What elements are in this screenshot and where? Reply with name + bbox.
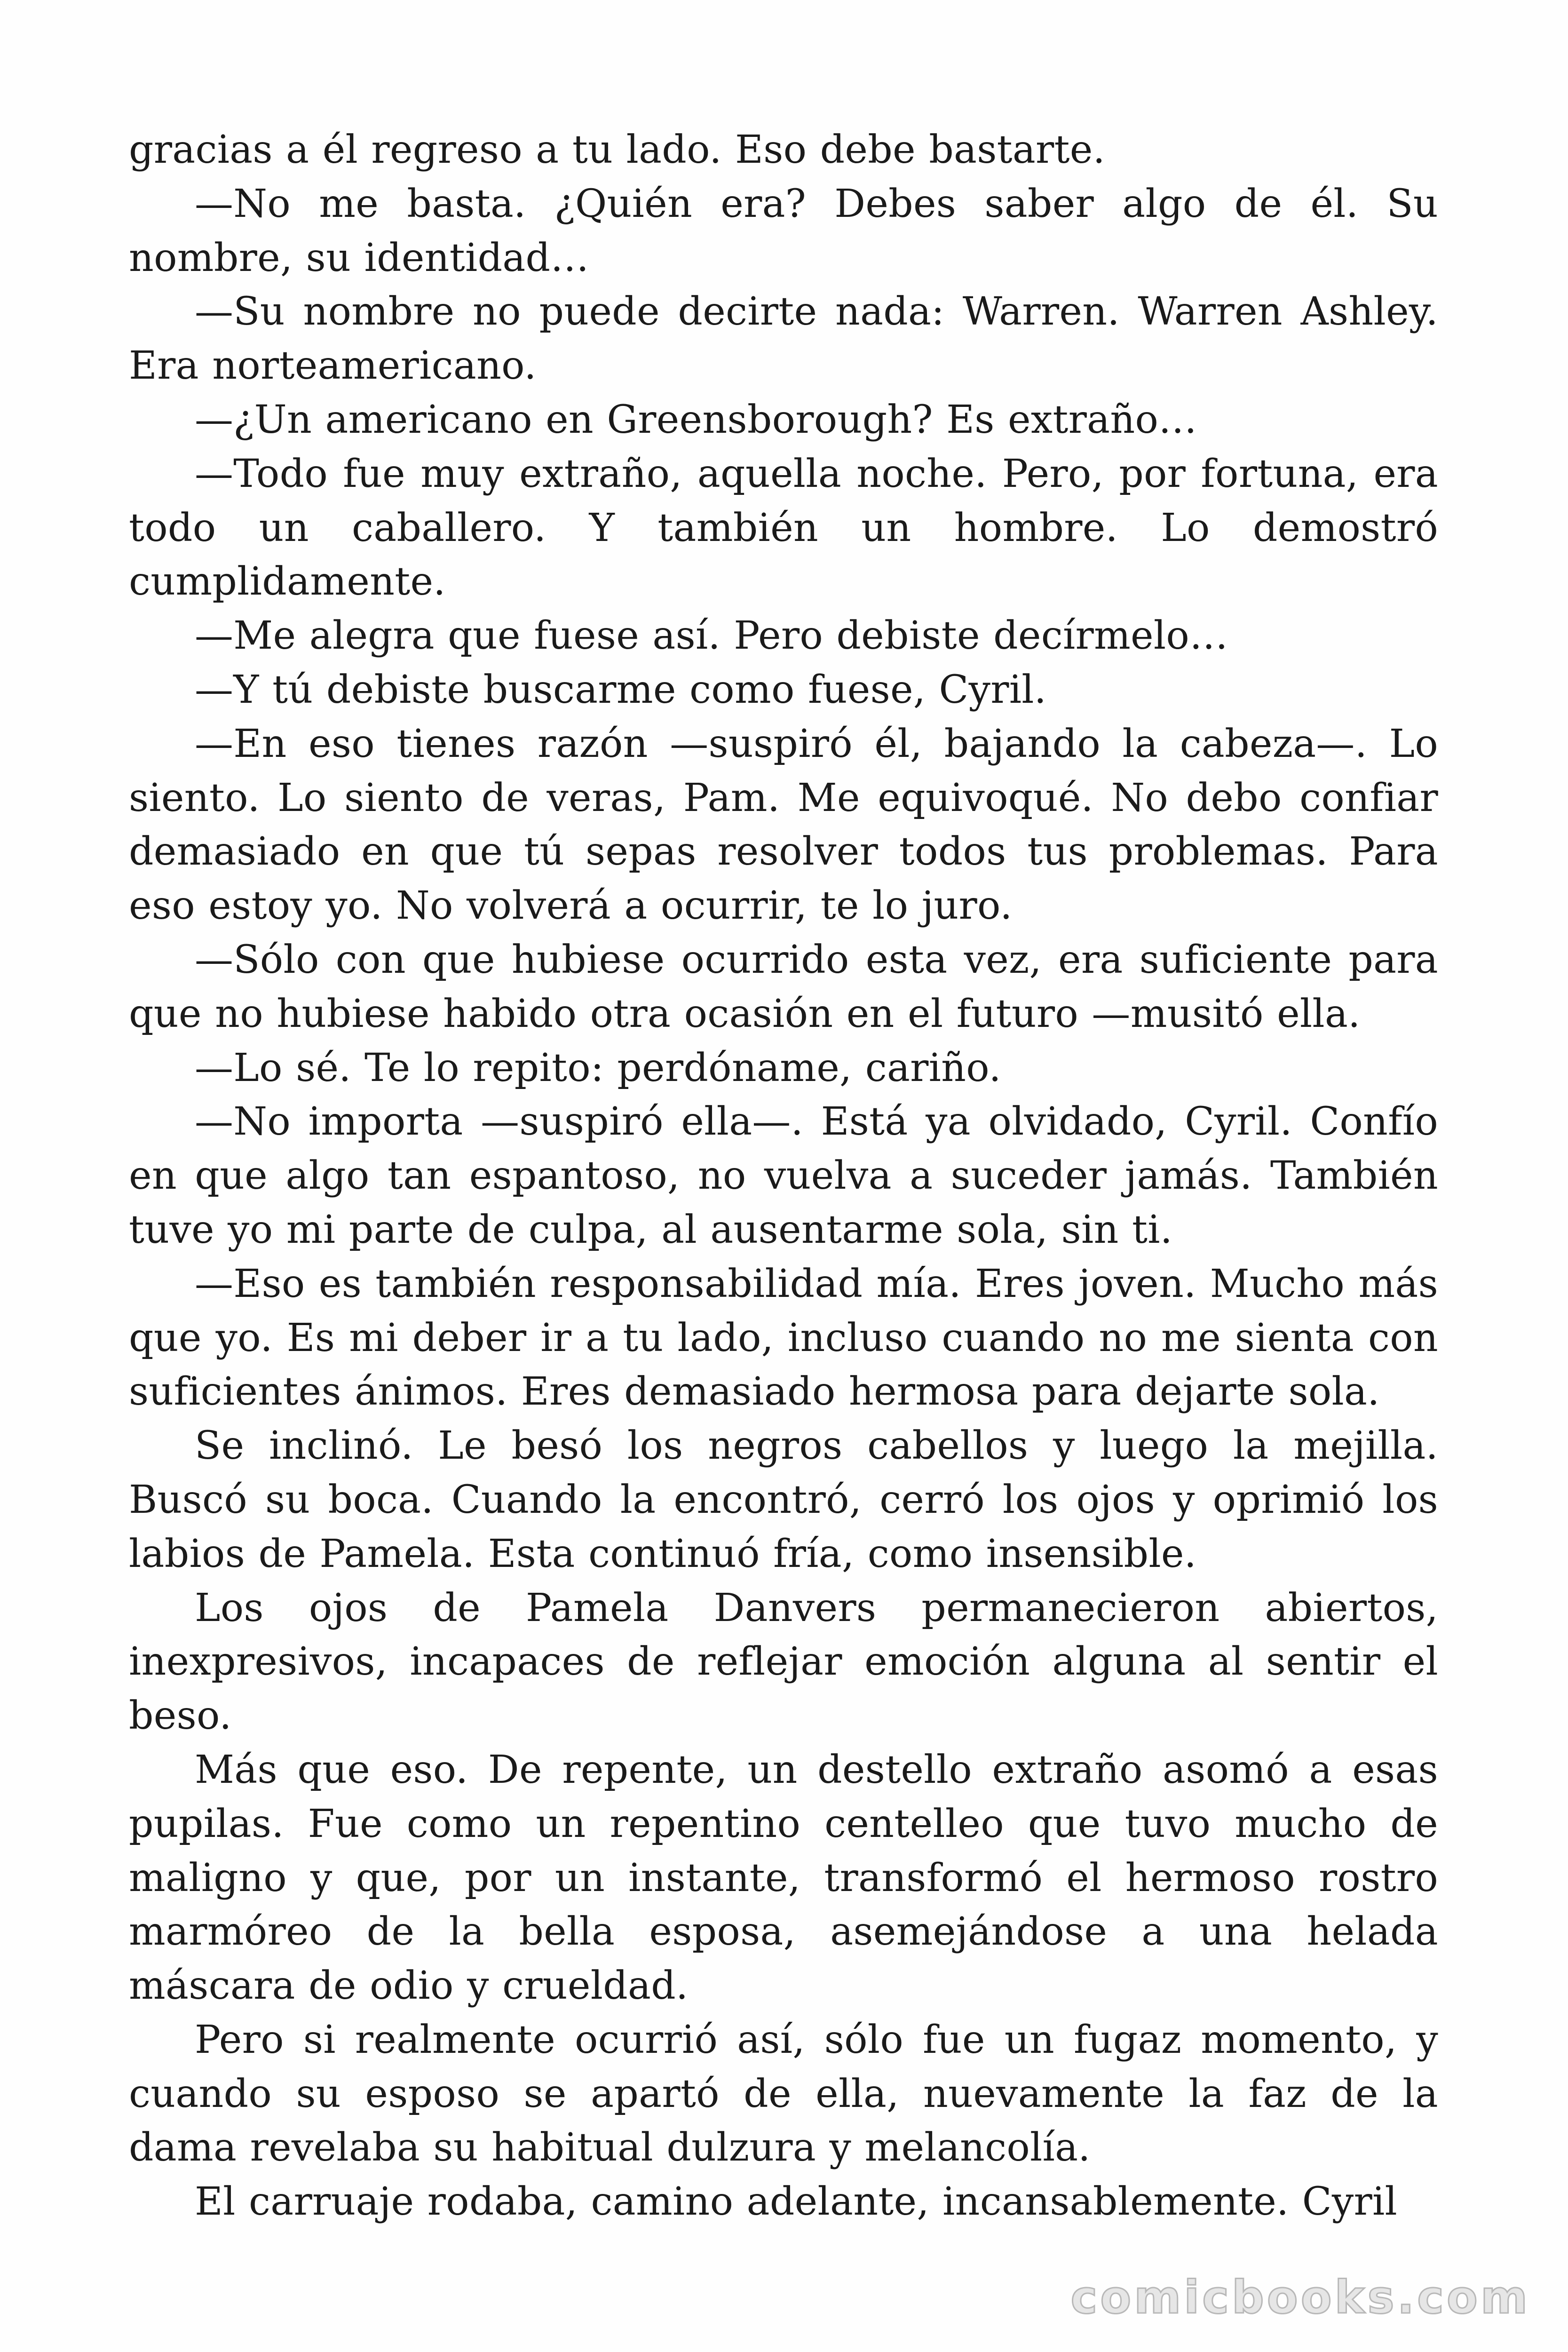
paragraph: —En eso tienes razón —suspiró él, bajando la cabeza—. Lo siento. Lo siento de veras, Pam. Me equivoqué. No debo confiar demasiado en que tú sepas resolver todos tus problemas. Para eso estoy yo. No volverá a ocurrir, te lo juro. <box>129 721 1438 929</box>
paragraph: Más que eso. De repente, un destello extraño asomó a esas pupilas. Fue como un repentino centelleo que tuvo mucho de maligno y que, por un instante, transformó el hermoso rostro marmóreo de la bella esposa, asemejándose a una helada máscara de odio y crueldad. <box>129 1747 1438 2009</box>
paragraph: —Lo sé. Te lo repito: perdóname, cariño. <box>195 1045 1001 1090</box>
paragraph: Los ojos de Pamela Danvers permanecieron abiertos, inexpresivos, incapaces de reflejar emoción alguna al sentir el beso. <box>129 1585 1438 1739</box>
paragraph: gracias a él regreso a tu lado. Eso debe bastarte. <box>129 127 1105 172</box>
paragraph: Pero si realmente ocurrió así, sólo fue un fugaz momento, y cuando su esposo se apartó de ella, nuevamente la faz de la dama revelaba su habitual dulzura y melancolía. <box>129 2017 1438 2170</box>
paragraph: —Todo fue muy extraño, aquella noche. Pero, por fortuna, era todo un caballero. Y también un hombre. Lo demostró cumplidamente. <box>129 451 1438 604</box>
body-text <box>129 123 1438 2229</box>
paragraph: El carruaje rodaba, camino adelante, incansablemente. Cyril <box>195 2179 1398 2225</box>
watermark: comicbooks.com <box>1070 2271 1530 2324</box>
paragraph: —Sólo con que hubiese ocurrido esta vez, era suficiente para que no hubiese habido otra ocasión en el futuro —musitó ella. <box>129 937 1438 1036</box>
paragraph: —Me alegra que fuese así. Pero debiste decírmelo… <box>195 613 1228 659</box>
paragraph: —Y tú debiste buscarme como fuese, Cyril. <box>195 667 1047 712</box>
paragraph: —Eso es también responsabilidad mía. Eres joven. Mucho más que yo. Es mi deber ir a tu lado, incluso cuando no me sienta con suficientes ánimos. Eres demasiado hermosa para dejarte sola. <box>129 1261 1438 1414</box>
paragraph: —No me basta. ¿Quién era? Debes saber algo de él. Su nombre, su identidad… <box>129 181 1438 280</box>
paragraph: Se inclinó. Le besó los negros cabellos y luego la mejilla. Buscó su boca. Cuando la encontró, cerró los ojos y oprimió los labios de Pamela. Esta continuó fría, como insensible. <box>129 1423 1438 1576</box>
paragraph: —Su nombre no puede decirte nada: Warren. Warren Ashley. Era norteamericano. <box>129 289 1438 389</box>
paragraph: —¿Un americano en Greensborough? Es extraño… <box>195 397 1197 442</box>
paragraph: —No importa —suspiró ella—. Está ya olvidado, Cyril. Confío en que algo tan espantoso, no vuelva a suceder jamás. También tuve yo mi parte de culpa, al ausentarme sola, sin ti. <box>129 1099 1438 1252</box>
